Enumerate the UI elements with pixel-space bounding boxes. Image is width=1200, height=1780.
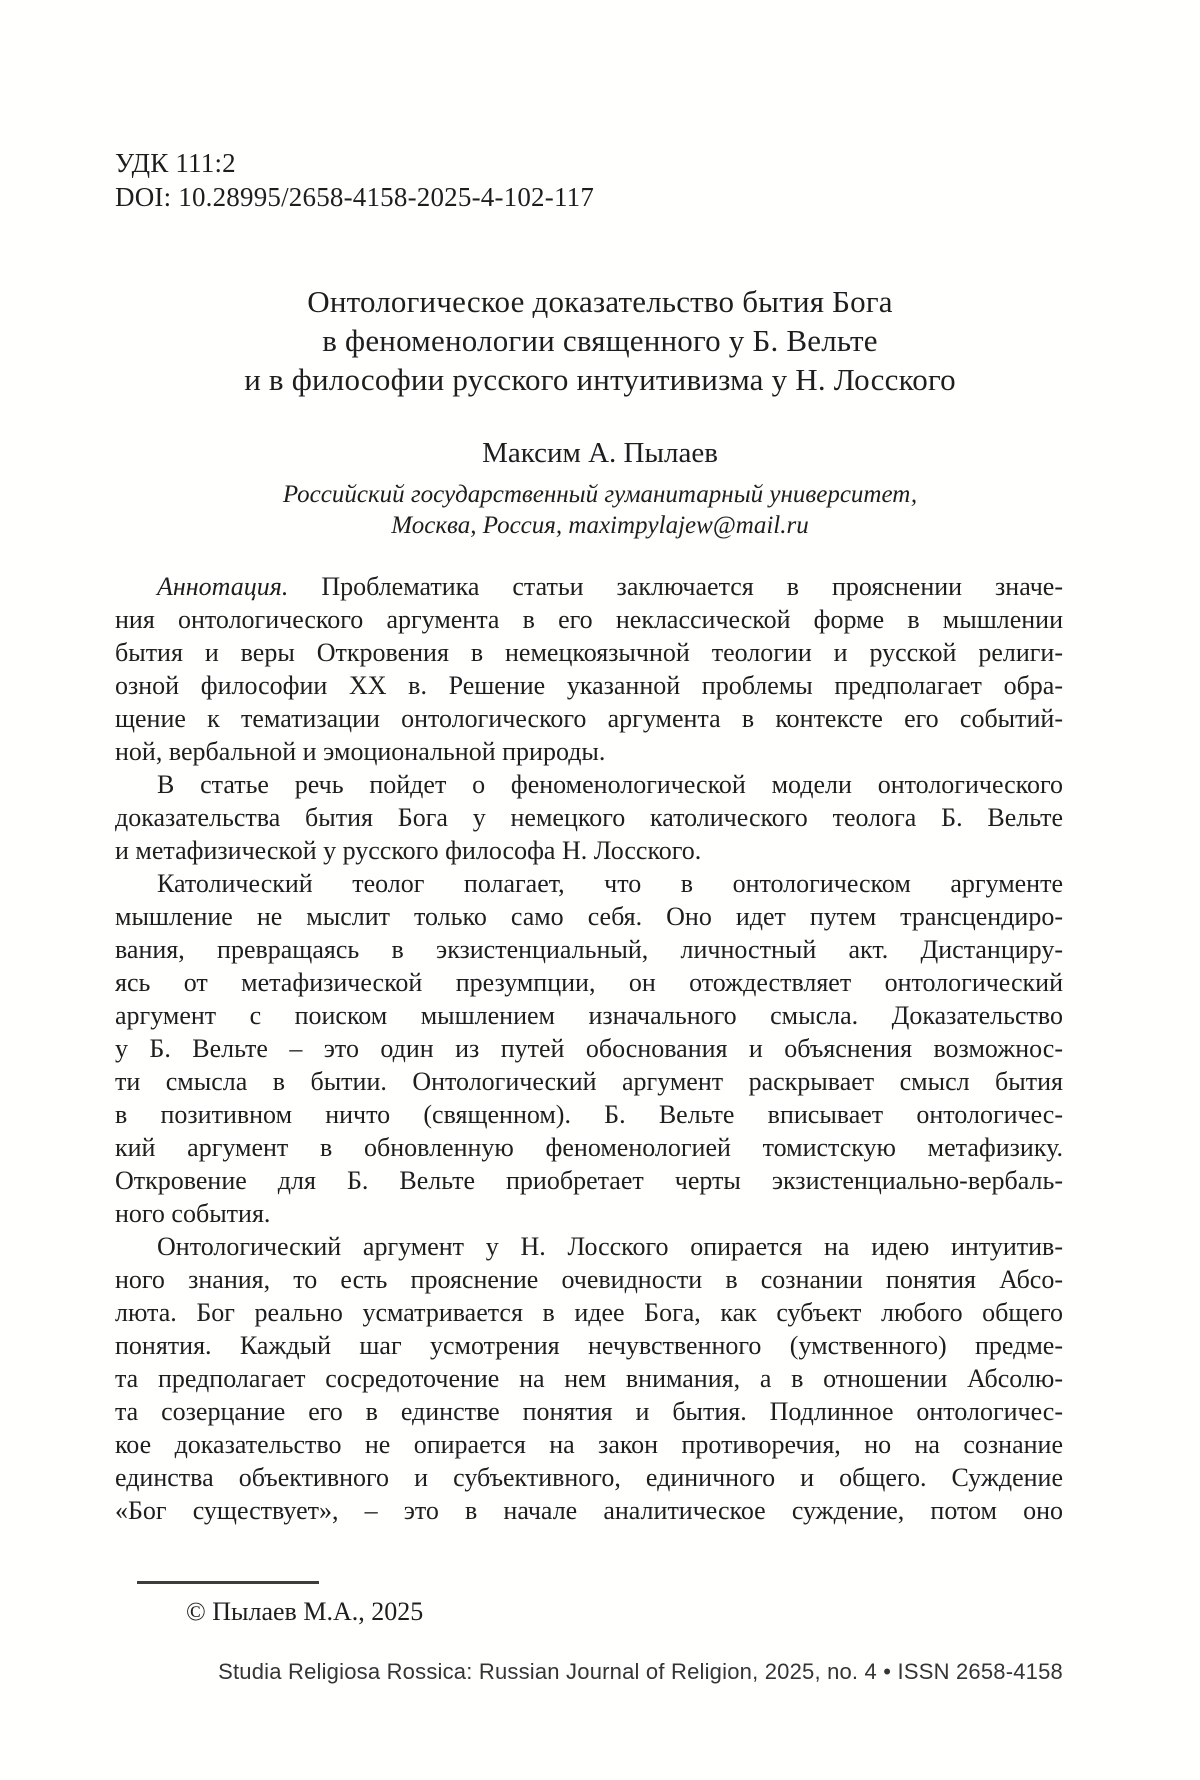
abstract-paragraph [115,1230,1063,1527]
text-line: Откровение для Б. Вельте приобретает черты экзистенциально-вербаль- [115,1166,1063,1195]
text-line: кий аргумент в обновленную феноменологией томистскую метафизику. [115,1133,1063,1162]
text-line: та созерцание его в единстве понятия и бытия. Подлинное онтологичес- [115,1397,1063,1426]
text-line: ясь от метафизической презумпции, он отождествляет онтологический [115,968,1063,997]
text-line: кое доказательство не опирается на закон противоречия, но на сознание [115,1430,1063,1459]
author-name: Максим А. Пылаев [482,437,718,469]
text-line: бытия и веры Откровения в немецкоязычной теологии и русской религи- [115,638,1063,667]
text-line: та предполагает сосредоточение на нем внимания, а в отношении Абсолю- [115,1364,1063,1393]
abstract-paragraph [115,768,1063,867]
text-line: ного события. [115,1199,271,1228]
title-line: и в философии русского интуитивизма у Н. Лосского [244,362,956,397]
text-line: ти смысла в бытии. Онтологический аргумент раскрывает смысл бытия [115,1067,1063,1096]
text-line: у Б. Вельте – это один из путей обоснования и объяснения возможнос- [115,1034,1063,1063]
text-line: мышление не мыслит только само себя. Оно идет путем трансцендиро- [115,902,1063,931]
affiliation-line: Москва, Россия, maximpylajew@mail.ru [391,512,809,539]
abstract-label: Аннотация. [157,572,289,601]
affiliation-line: Российский государственный гуманитарный университет, [282,481,918,508]
text-line: единства объективного и субъективного, единичного и общего. Суждение [115,1463,1063,1492]
article-meta [115,146,594,214]
abstract [115,570,1063,1527]
journal-footer: Studia Religiosa Rossica: Russian Journal of Religion, 2025, no. 4 • ISSN 2658-4158 [218,1659,1063,1684]
title-line: в феноменологии священного у Б. Вельте [322,323,878,358]
text-line: и метафизической у русского философа Н. Лосского. [115,836,702,865]
text-line: В статье речь пойдет о феноменологической модели онтологического [157,770,1063,799]
text-line: Католический теолог полагает, что в онтологическом аргументе [157,869,1063,898]
doi-number: DOI: 10.28995/2658-4158-2025-4-102-117 [115,182,595,212]
text-line: ного знания, то есть прояснение очевидности в сознании понятия Абсо- [115,1265,1063,1294]
text-line: доказательства бытия Бога у немецкого католического теолога Б. Вельте [115,803,1063,832]
abstract-paragraph [115,570,1063,768]
title-line: Онтологическое доказательство бытия Бога [307,284,893,319]
text-line: аргумент с поиском мышлением изначального смысла. Доказательство [115,1001,1063,1030]
article-title [0,282,1200,399]
footnote-rule [137,1581,319,1584]
text-line: озной философии XX в. Решение указанной проблемы предполагает обра- [115,671,1063,700]
text-line: вания, превращаясь в экзистенциальный, личностный акт. Дистанциру- [115,935,1063,964]
text-line: понятия. Каждый шаг усмотрения нечувственного (умственного) предме- [115,1331,1063,1360]
text-line: ния онтологического аргумента в его неклассической форме в мышлении [115,605,1063,634]
text-line: ной, вербальной и эмоциональной природы. [115,737,606,766]
text-line: люта. Бог реально усматривается в идее Бога, как субъект любого общего [115,1298,1063,1327]
text-line: Онтологический аргумент у Н. Лосского опирается на идею интуитив- [157,1232,1063,1261]
text-line: в позитивном ничто (священном). Б. Вельте вписывает онтологичес- [115,1100,1063,1129]
copyright-notice: © Пылаев М.А., 2025 [186,1597,424,1626]
text-line: «Бог существует», – это в начале аналитическое суждение, потом оно [115,1496,1063,1525]
author-affiliation [0,479,1200,541]
text-line: Аннотация. Проблематика статьи заключается в прояснении значе- [157,572,1063,601]
udc-number: УДК 111:2 [115,148,236,178]
abstract-paragraph [115,867,1063,1230]
text-line: щение к тематизации онтологического аргумента в контексте его событий- [115,704,1063,733]
